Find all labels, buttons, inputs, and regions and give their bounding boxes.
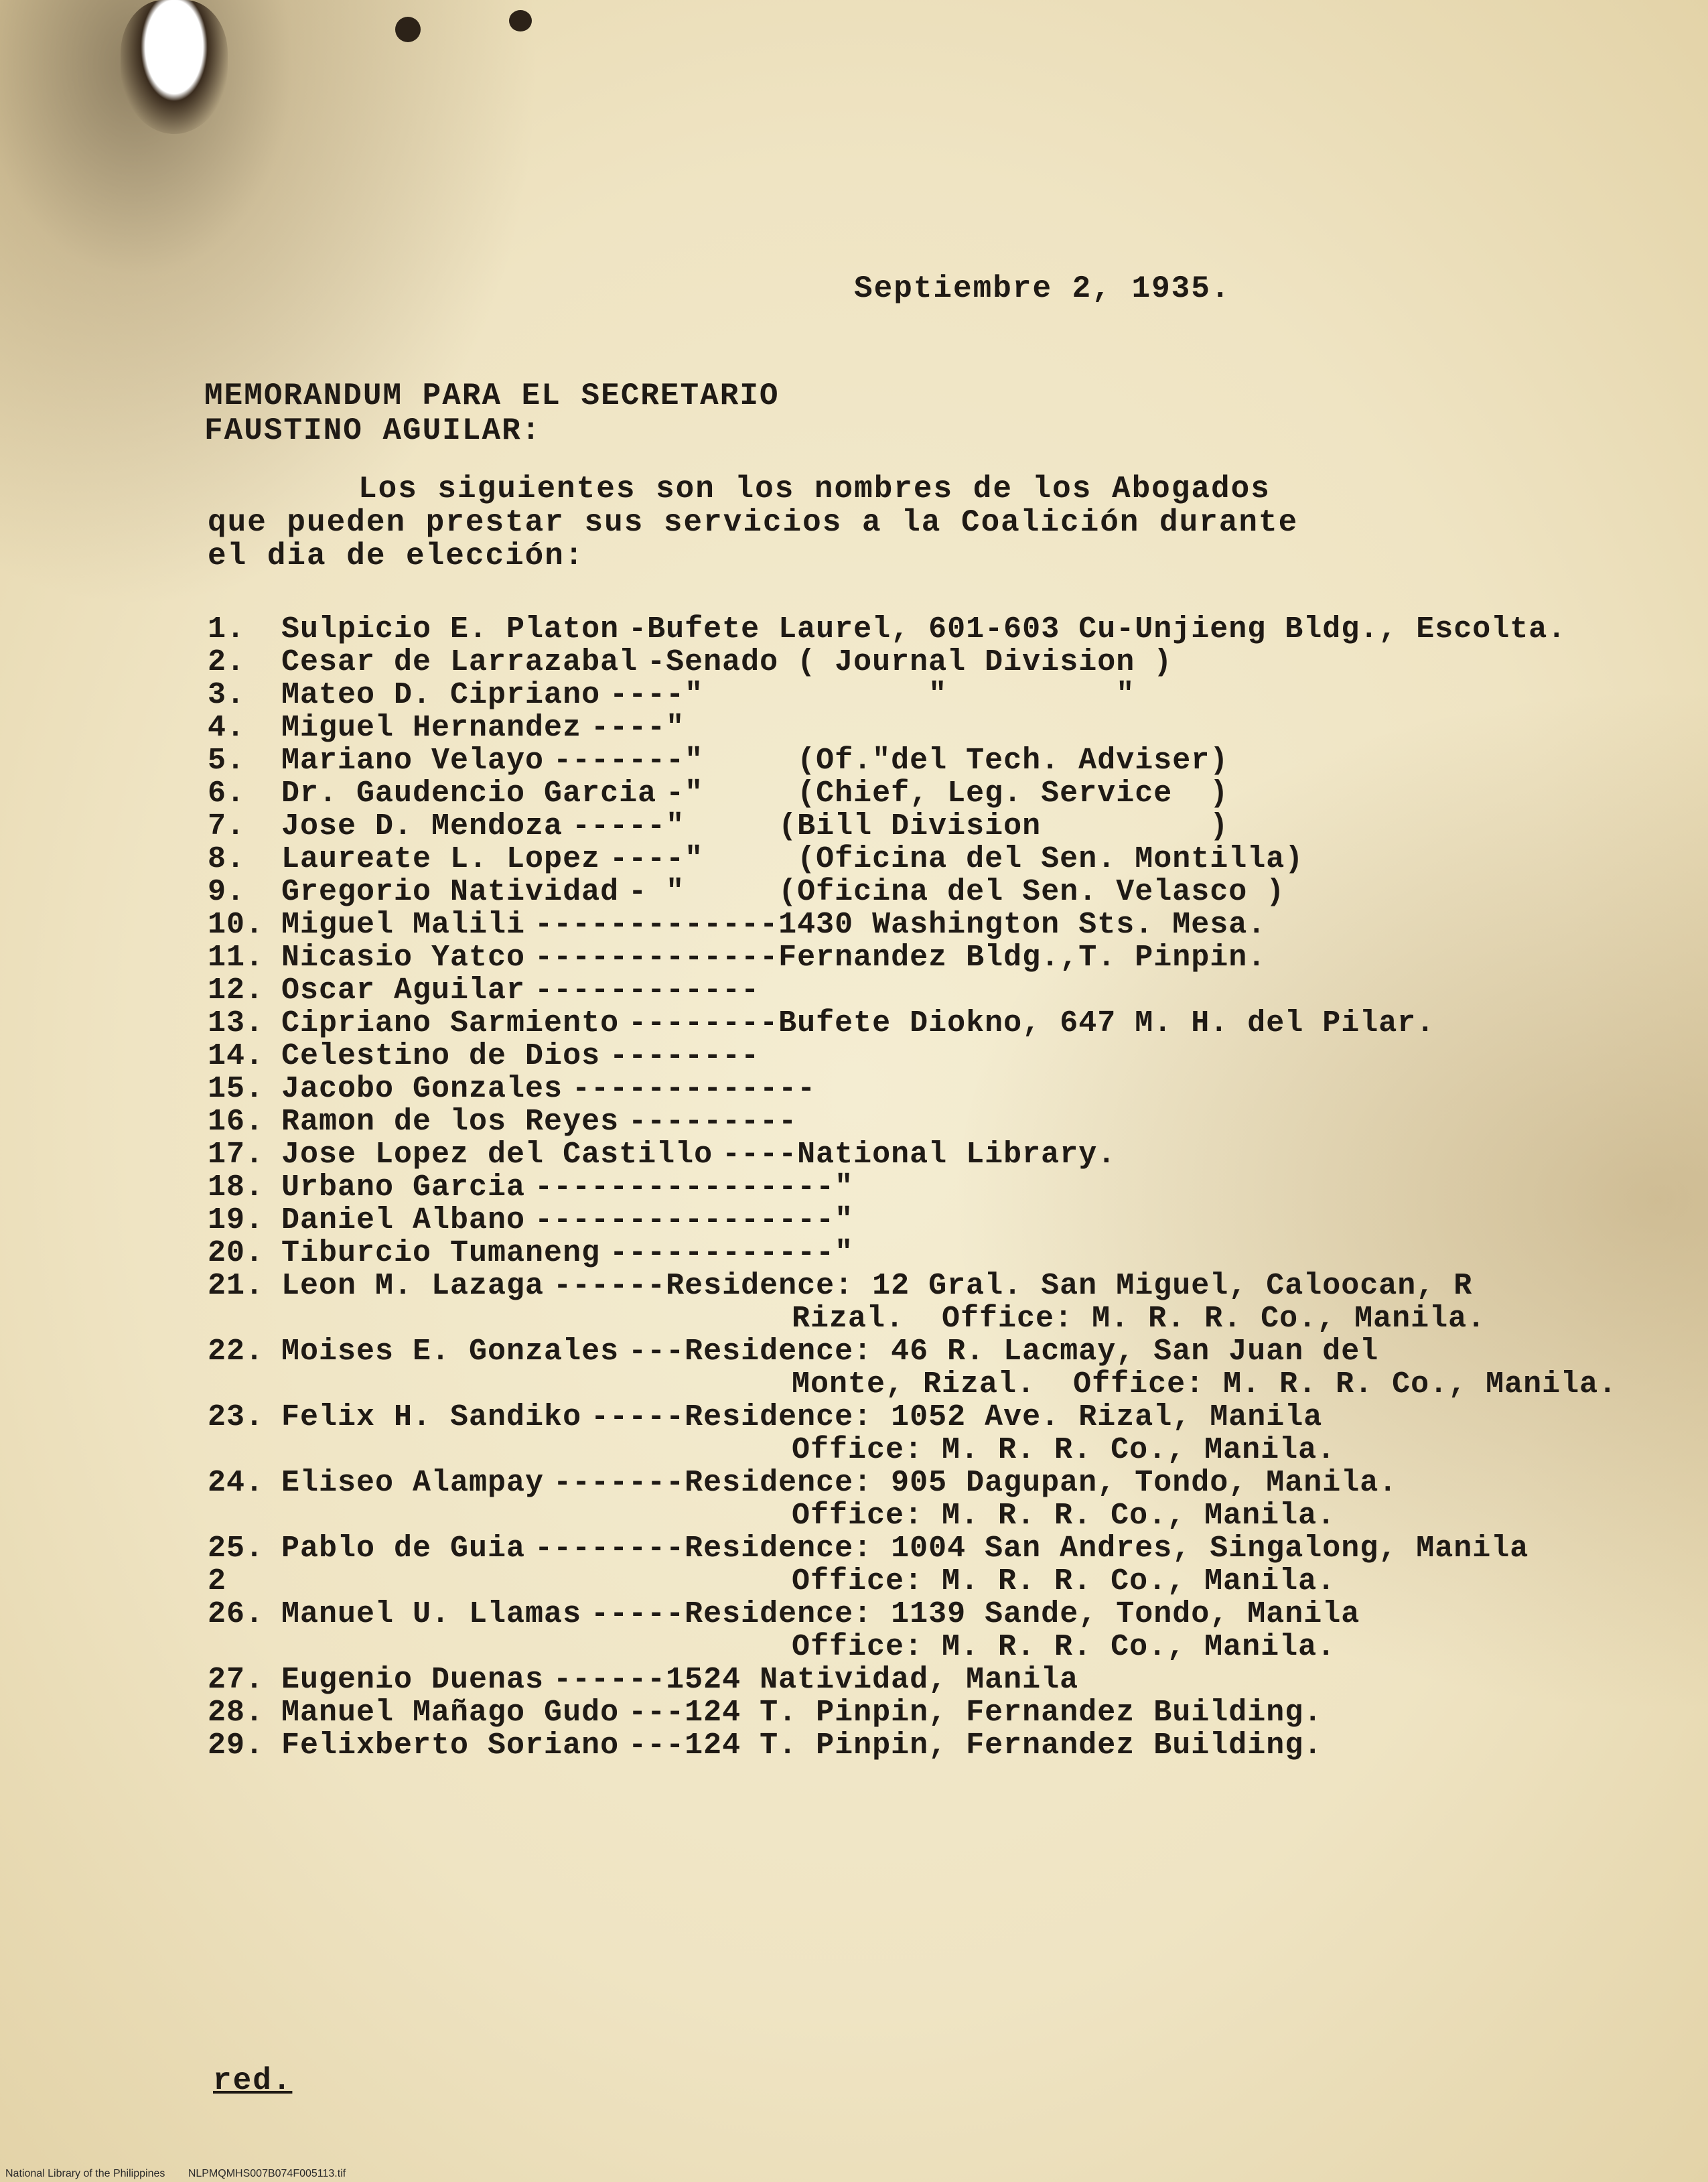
lawyer-detail: -------------	[572, 1072, 816, 1106]
lawyer-detail: -----Residence: 1139 Sande, Tondo, Manila	[591, 1597, 1360, 1631]
footer-filename: NLPMQMHS007B074F005113.tif	[188, 2168, 346, 2179]
lawyer-name: Leon M. Lazaga	[281, 1269, 545, 1303]
item-number: 10.	[208, 908, 265, 942]
item-number: 1.	[208, 612, 246, 646]
intro-line-3: el dia de elección:	[208, 539, 585, 573]
lawyer-list	[208, 613, 1681, 1762]
lawyer-detail: ---Residence: 46 R. Lacmay, San Juan del	[628, 1335, 1379, 1369]
lawyer-name: Manuel Mañago Gudo	[281, 1696, 620, 1730]
list-item	[208, 876, 1681, 908]
lawyer-detail: Office: M. R. R. Co., Manila.	[792, 1564, 1336, 1598]
list-item	[208, 843, 1681, 876]
lawyer-detail: --------Bufete Diokno, 647 M. H. del Pilar.	[628, 1006, 1435, 1040]
lawyer-name: Miguel Malili	[281, 908, 526, 942]
item-number	[208, 1434, 281, 1467]
lawyer-detail: ---124 T. Pinpin, Fernandez Building.	[628, 1696, 1323, 1730]
list-item	[208, 1204, 1681, 1237]
list-item	[208, 974, 1681, 1007]
lawyer-name: Urbano Garcia	[281, 1170, 526, 1205]
list-item	[208, 1729, 1681, 1762]
item-number: 15.	[208, 1072, 265, 1106]
list-item	[208, 679, 1681, 711]
lawyer-name: Jose Lopez del Castillo	[281, 1138, 713, 1172]
item-number: 26.	[208, 1597, 265, 1631]
item-number: 18.	[208, 1170, 265, 1205]
footer-institution: National Library of the Philippines	[5, 2168, 165, 2179]
list-item-continuation	[208, 1434, 1681, 1467]
list-item	[208, 941, 1681, 974]
item-number: 24.	[208, 1466, 265, 1500]
item-number	[208, 1302, 281, 1335]
item-number: 2	[208, 1564, 227, 1598]
list-item	[208, 1040, 1681, 1073]
lawyer-detail: ------Residence: 12 Gral. San Miguel, Caloocan, R	[553, 1269, 1473, 1303]
lawyer-detail: ---------	[628, 1105, 798, 1139]
list-item	[208, 1171, 1681, 1204]
item-number: 2.	[208, 645, 246, 679]
archive-footer	[5, 2168, 366, 2180]
list-item	[208, 908, 1681, 941]
lawyer-detail: Monte, Rizal. Office: M. R. R. Co., Manila.	[792, 1367, 1618, 1402]
intro-line-1: Los siguientes son los nombres de los Abogados	[358, 472, 1271, 506]
lawyer-name: Jose D. Mendoza	[281, 809, 563, 843]
lawyer-name: Laureate L. Lopez	[281, 842, 601, 876]
lawyer-detail: ----" (Oficina del Sen. Montilla)	[610, 842, 1304, 876]
lawyer-name: Miguel Hernandez	[281, 711, 582, 745]
burn-mark	[121, 0, 228, 134]
list-item	[208, 1073, 1681, 1105]
item-number: 19.	[208, 1203, 265, 1237]
lawyer-name: Moises E. Gonzales	[281, 1335, 620, 1369]
heading-line-1: MEMORANDUM PARA EL SECRETARIO	[204, 379, 780, 413]
list-item	[208, 1270, 1681, 1302]
lawyer-detail: -Bufete Laurel, 601-603 Cu-Unjieng Bldg., Escolta.	[628, 612, 1567, 646]
lawyer-name: Dr. Gaudencio Garcia	[281, 776, 657, 811]
list-item-continuation	[208, 1499, 1681, 1532]
lawyer-name: Pablo de Guia	[281, 1531, 526, 1566]
intro-paragraph	[208, 472, 1298, 573]
item-number: 27.	[208, 1663, 265, 1697]
list-item	[208, 711, 1681, 744]
item-number: 14.	[208, 1039, 265, 1073]
lawyer-detail: - " (Oficina del Sen. Velasco )	[628, 875, 1285, 909]
memo-date: Septiembre 2, 1935.	[854, 271, 1231, 306]
lawyer-detail: ------------	[535, 973, 760, 1008]
lawyer-name: Manuel U. Llamas	[281, 1597, 582, 1631]
lawyer-detail: -----Residence: 1052 Ave. Rizal, Manila	[591, 1400, 1323, 1434]
lawyer-detail: -------" (Of."del Tech. Adviser)	[553, 744, 1229, 778]
item-number: 12.	[208, 973, 265, 1008]
list-item	[208, 1105, 1681, 1138]
lawyer-detail: ----" " "	[610, 678, 1135, 712]
list-item-continuation	[208, 1631, 1681, 1663]
item-number: 22.	[208, 1335, 265, 1369]
list-item	[208, 1335, 1681, 1368]
list-item	[208, 1696, 1681, 1729]
lawyer-name: Cipriano Sarmiento	[281, 1006, 620, 1040]
lawyer-detail: ----------------"	[535, 1203, 854, 1237]
lawyer-detail: --------Residence: 1004 San Andres, Singalong, Manila	[535, 1531, 1529, 1566]
lawyer-name: Daniel Albano	[281, 1203, 526, 1237]
list-item	[208, 1598, 1681, 1631]
list-item-continuation	[208, 1368, 1681, 1401]
list-item	[208, 1467, 1681, 1499]
lawyer-name: Mariano Velayo	[281, 744, 545, 778]
lawyer-name: Eugenio Duenas	[281, 1663, 545, 1697]
lawyer-detail: Office: M. R. R. Co., Manila.	[792, 1499, 1336, 1533]
intro-line-2: que pueden prestar sus servicios a la Coalición durante	[208, 505, 1299, 540]
lawyer-name: Felixberto Soriano	[281, 1728, 620, 1763]
lawyer-name: Sulpicio E. Platon	[281, 612, 620, 646]
item-number: 9.	[208, 875, 246, 909]
lawyer-name: Nicasio Yatco	[281, 941, 526, 975]
list-item	[208, 1237, 1681, 1270]
lawyer-detail: ------------"	[610, 1236, 854, 1270]
item-number: 4.	[208, 711, 246, 745]
item-number: 16.	[208, 1105, 265, 1139]
lawyer-detail: ----------------"	[535, 1170, 854, 1205]
item-number: 3.	[208, 678, 246, 712]
list-item	[208, 646, 1681, 679]
item-number: 21.	[208, 1269, 265, 1303]
lawyer-name: Tiburcio Tumaneng	[281, 1236, 601, 1270]
list-item	[208, 1007, 1681, 1040]
list-item-continuation	[208, 1565, 1681, 1598]
lawyer-name: Eliseo Alampay	[281, 1466, 545, 1500]
ink-spot	[395, 17, 421, 42]
lawyer-detail: --------	[610, 1039, 760, 1073]
lawyer-detail: ------1524 Natividad, Manila	[553, 1663, 1079, 1697]
list-item	[208, 810, 1681, 843]
list-item	[208, 744, 1681, 777]
list-item	[208, 613, 1681, 646]
list-item	[208, 1663, 1681, 1696]
item-number: 6.	[208, 776, 246, 811]
item-number: 5.	[208, 744, 246, 778]
item-number: 13.	[208, 1006, 265, 1040]
item-number: 29.	[208, 1728, 265, 1763]
memo-heading	[204, 379, 780, 448]
list-item	[208, 1401, 1681, 1434]
list-item-continuation	[208, 1302, 1681, 1335]
lawyer-name: Cesar de Larrazabal	[281, 645, 638, 679]
lawyer-name: Ramon de los Reyes	[281, 1105, 620, 1139]
list-item	[208, 1138, 1681, 1171]
lawyer-detail: -" (Chief, Leg. Service )	[666, 776, 1229, 811]
list-item	[208, 1532, 1681, 1565]
item-number	[208, 1368, 281, 1401]
lawyer-detail: ----National Library.	[722, 1138, 1117, 1172]
lawyer-detail: Rizal. Office: M. R. R. Co., Manila.	[792, 1302, 1486, 1336]
item-number: 23.	[208, 1400, 265, 1434]
lawyer-detail: -----" (Bill Division )	[572, 809, 1229, 843]
item-number: 20.	[208, 1236, 265, 1270]
lawyer-name: Oscar Aguilar	[281, 973, 526, 1008]
lawyer-name: Gregorio Natividad	[281, 875, 620, 909]
item-number: 28.	[208, 1696, 265, 1730]
lawyer-detail: -------------Fernandez Bldg.,T. Pinpin.	[535, 941, 1267, 975]
lawyer-detail: -------Residence: 905 Dagupan, Tondo, Manila.	[553, 1466, 1398, 1500]
list-item	[208, 777, 1681, 810]
lawyer-detail: Office: M. R. R. Co., Manila.	[792, 1630, 1336, 1664]
lawyer-detail: ----"	[591, 711, 685, 745]
lawyer-detail: Office: M. R. R. Co., Manila.	[792, 1433, 1336, 1467]
item-number: 25.	[208, 1531, 265, 1566]
closing-initials: red.	[213, 2063, 293, 2098]
ink-spot	[509, 10, 532, 31]
lawyer-name: Mateo D. Cipriano	[281, 678, 601, 712]
item-number: 8.	[208, 842, 246, 876]
lawyer-detail: -Senado ( Journal Division )	[647, 645, 1173, 679]
lawyer-name: Jacobo Gonzales	[281, 1072, 563, 1106]
item-number: 17.	[208, 1138, 265, 1172]
item-number	[208, 1631, 281, 1663]
item-number	[208, 1499, 281, 1532]
lawyer-detail: ---124 T. Pinpin, Fernandez Building.	[628, 1728, 1323, 1763]
heading-line-2: FAUSTINO AGUILAR:	[204, 413, 542, 448]
lawyer-detail: -------------1430 Washington Sts. Mesa.	[535, 908, 1267, 942]
lawyer-name: Felix H. Sandiko	[281, 1400, 582, 1434]
lawyer-name: Celestino de Dios	[281, 1039, 601, 1073]
item-number: 7.	[208, 809, 246, 843]
item-number: 11.	[208, 941, 265, 975]
